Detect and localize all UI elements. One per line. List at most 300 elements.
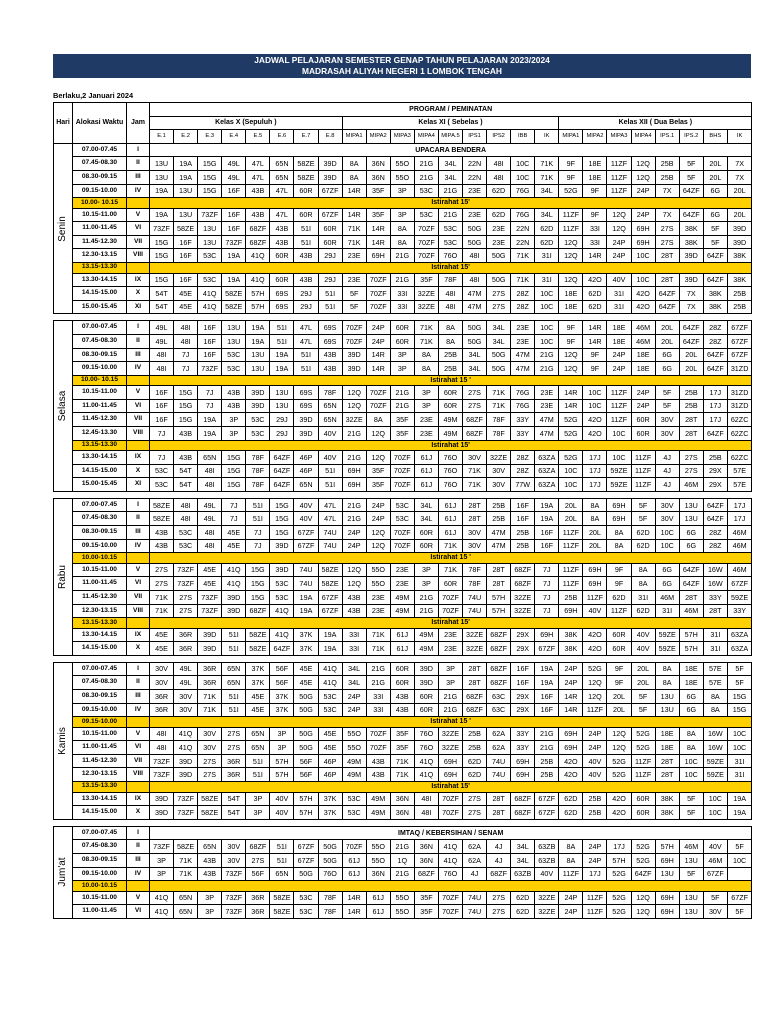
schedule-cell: 43B	[174, 426, 198, 440]
schedule-cell: 45E	[174, 287, 198, 301]
schedule-row	[54, 676, 752, 690]
schedule-cell: 24P	[631, 184, 655, 198]
schedule-cell: 32ZE	[535, 905, 559, 919]
schedule-cell: 21G	[390, 386, 414, 400]
schedule-cell: 39D	[318, 170, 342, 184]
schedule-cell: 51I	[318, 464, 342, 478]
schedule-cell: 9F	[607, 662, 631, 676]
schedule-cell: 67ZF	[727, 577, 751, 591]
schedule-cell: 69H	[511, 754, 535, 768]
schedule-cell: 78F	[487, 413, 511, 427]
schedule-cell: 49M	[366, 806, 390, 820]
schedule-row	[54, 826, 752, 840]
header-program: PROGRAM / PEMINATAN	[150, 103, 752, 117]
schedule-cell: 34L	[535, 208, 559, 222]
schedule-cell: 28Z	[703, 526, 727, 540]
schedule-cell: 74U	[487, 754, 511, 768]
schedule-cell: 53C	[414, 208, 438, 222]
schedule-cell: 52G	[559, 451, 583, 465]
schedule-cell: 53C	[270, 590, 294, 604]
schedule-row	[54, 553, 752, 564]
schedule-cell: 25B	[655, 170, 679, 184]
schedule-cell: 7J	[198, 399, 222, 413]
schedule-cell: 39D	[270, 563, 294, 577]
schedule-cell: 5F	[631, 512, 655, 526]
jam-number: X	[127, 287, 150, 301]
day-cell	[54, 662, 73, 819]
schedule-cell: 11ZF	[631, 768, 655, 782]
schedule-cell: 19A	[174, 157, 198, 171]
schedule-cell: 74U	[294, 563, 318, 577]
schedule-cell: 7J	[174, 348, 198, 362]
schedule-cell: 8A	[631, 563, 655, 577]
schedule-cell: 69H	[655, 905, 679, 919]
jam-number: VI	[127, 577, 150, 591]
schedule-cell: 73ZF	[222, 235, 246, 249]
schedule-cell: 39D	[150, 792, 174, 806]
schedule-cell: 20L	[583, 539, 607, 553]
schedule-cell: 30V	[198, 741, 222, 755]
schedule-cell: 12Q	[559, 362, 583, 376]
schedule-cell: 35F	[366, 478, 390, 492]
schedule-cell: 58ZE	[246, 628, 270, 642]
schedule-cell: 30V	[150, 662, 174, 676]
schedule-cell: 68ZF	[511, 806, 535, 820]
schedule-cell: 51I	[246, 754, 270, 768]
schedule-cell: 5F	[727, 676, 751, 690]
schedule-cell: 61J	[366, 891, 390, 905]
schedule-cell: 67ZF	[294, 840, 318, 854]
time-slot: 07.45-08.30	[73, 512, 127, 526]
schedule-cell: 64ZF	[679, 184, 703, 198]
schedule-cell: 70ZF	[438, 604, 462, 618]
schedule-cell: 52G	[607, 905, 631, 919]
schedule-row	[54, 222, 752, 236]
schedule-cell: 67ZF	[318, 604, 342, 618]
schedule-cell: 60R	[414, 689, 438, 703]
jam-number: II	[127, 512, 150, 526]
schedule-cell: 16F	[198, 334, 222, 348]
schedule-cell: 38K	[727, 273, 751, 287]
schedule-cell: 45E	[198, 577, 222, 591]
schedule-cell: 64ZF	[270, 464, 294, 478]
schedule-cell: 3P	[270, 727, 294, 741]
schedule-cell: 64ZF	[679, 577, 703, 591]
schedule-cell: 29X	[703, 478, 727, 492]
schedule-cell: 49M	[438, 413, 462, 427]
schedule-cell: 23E	[366, 604, 390, 618]
schedule-cell: 73ZF	[222, 867, 246, 881]
day-name: Kamis	[57, 726, 68, 755]
schedule-cell: 51I	[246, 512, 270, 526]
schedule-cell: 57H	[294, 792, 318, 806]
schedule-cell: 5F	[727, 840, 751, 854]
schedule-row	[54, 662, 752, 676]
schedule-cell: 53C	[222, 362, 246, 376]
schedule-cell: 28Z	[703, 539, 727, 553]
schedule-cell: 11ZF	[559, 563, 583, 577]
schedule-cell: 78F	[246, 464, 270, 478]
schedule-cell: 68ZF	[487, 676, 511, 690]
schedule-cell: 13U	[174, 184, 198, 198]
schedule-cell: 10C	[727, 741, 751, 755]
schedule-cell: 15G	[150, 273, 174, 287]
schedule-row	[54, 792, 752, 806]
schedule-cell: 53C	[342, 806, 366, 820]
time-slot: 15.00-15.45	[73, 478, 127, 492]
schedule-cell: 16F	[511, 676, 535, 690]
schedule-cell: 40V	[631, 628, 655, 642]
schedule-cell: 32ZE	[511, 590, 535, 604]
schedule-cell: 32ZE	[535, 891, 559, 905]
schedule-cell: 48I	[174, 334, 198, 348]
schedule-cell: 12Q	[366, 526, 390, 540]
time-slot: 11.45-12.30	[73, 235, 127, 249]
time-slot: 07.45-08.30	[73, 334, 127, 348]
schedule-cell: 15G	[727, 689, 751, 703]
schedule-cell: 30V	[655, 498, 679, 512]
schedule-row	[54, 741, 752, 755]
schedule-cell: 39D	[150, 806, 174, 820]
schedule-cell: 10C	[727, 853, 751, 867]
schedule-cell: 1Q	[390, 853, 414, 867]
schedule-cell: 25B	[463, 741, 487, 755]
schedule-cell: 60R	[438, 386, 462, 400]
schedule-cell: 19A	[174, 170, 198, 184]
schedule-cell: 32ZE	[463, 642, 487, 656]
schedule-cell: 5F	[655, 399, 679, 413]
schedule-cell: 47M	[535, 426, 559, 440]
schedule-cell: 45E	[246, 689, 270, 703]
schedule-row	[54, 590, 752, 604]
day-name: Selasa	[57, 390, 68, 422]
schedule-cell: 57H	[270, 754, 294, 768]
schedule-cell: 4J	[487, 853, 511, 867]
schedule-cell: 63ZB	[535, 840, 559, 854]
schedule-cell: 23E	[366, 590, 390, 604]
schedule-cell: 49L	[198, 498, 222, 512]
schedule-cell: 62D	[487, 184, 511, 198]
schedule-row	[54, 526, 752, 540]
schedule-cell: 41Q	[222, 563, 246, 577]
jam-number: V	[127, 208, 150, 222]
schedule-cell: 10C	[535, 321, 559, 335]
schedule-cell: 14R	[342, 184, 366, 198]
schedule-cell: 43B	[174, 451, 198, 465]
jam-number: VIII	[127, 249, 150, 263]
schedule-cell: 59ZE	[607, 478, 631, 492]
schedule-cell: 64ZF	[679, 321, 703, 335]
schedule-row	[54, 782, 752, 793]
header-kelas-x: Kelas X (Sepuluh )	[150, 116, 343, 130]
schedule-cell: 16F	[150, 386, 174, 400]
time-slot: 07.45-08.30	[73, 157, 127, 171]
schedule-cell: 31ZD	[727, 362, 751, 376]
schedule-cell: 55O	[366, 563, 390, 577]
schedule-cell: 43B	[366, 754, 390, 768]
schedule-cell: 48I	[198, 539, 222, 553]
schedule-cell: 22N	[511, 235, 535, 249]
schedule-cell: 68ZF	[487, 662, 511, 676]
schedule-cell: 14R	[342, 891, 366, 905]
schedule-cell: 49L	[174, 676, 198, 690]
schedule-cell: 45E	[222, 526, 246, 540]
schedule-cell: 21G	[535, 362, 559, 376]
schedule-cell: 36R	[174, 628, 198, 642]
jam-number: VIII	[127, 604, 150, 618]
schedule-cell: 28Z	[511, 287, 535, 301]
schedule-cell: 39D	[727, 222, 751, 236]
schedule-cell: 57E	[727, 464, 751, 478]
schedule-cell: 6G	[679, 539, 703, 553]
break-label	[150, 881, 752, 892]
schedule-cell: 71K	[342, 235, 366, 249]
schedule-cell: 41Q	[318, 676, 342, 690]
schedule-cell: 13U	[246, 348, 270, 362]
schedule-cell: 76O	[438, 867, 462, 881]
schedule-cell: 43B	[270, 235, 294, 249]
schedule-cell: 70ZF	[366, 399, 390, 413]
schedule-cell: 40V	[294, 498, 318, 512]
time-slot: 12.30-13.15	[73, 768, 127, 782]
schedule-cell: 24P	[607, 249, 631, 263]
schedule-cell: 3P	[390, 362, 414, 376]
schedule-cell: 23E	[487, 235, 511, 249]
schedule-cell: 11ZF	[607, 157, 631, 171]
break-label: Istirahat 15'	[150, 618, 752, 629]
schedule-cell: 20L	[607, 703, 631, 717]
effective-date: Berlaku,2 Januari 2024	[53, 91, 134, 100]
schedule-cell: 18E	[631, 348, 655, 362]
time-slot: 13.30-14.15	[73, 792, 127, 806]
schedule-cell: 7J	[535, 604, 559, 618]
schedule-cell: 30V	[222, 840, 246, 854]
schedule-row	[54, 348, 752, 362]
schedule-cell: 35F	[414, 905, 438, 919]
schedule-cell: 69H	[631, 222, 655, 236]
schedule-cell: 21G	[342, 426, 366, 440]
schedule-cell: 41Q	[150, 905, 174, 919]
schedule-cell: 19A	[535, 662, 559, 676]
schedule-row	[54, 170, 752, 184]
schedule-cell: 73ZF	[174, 563, 198, 577]
schedule-cell: 19A	[294, 590, 318, 604]
schedule-cell: 24P	[631, 208, 655, 222]
schedule-cell: 67ZF	[318, 184, 342, 198]
time-slot: 09.15-10.00	[73, 539, 127, 553]
schedule-cell: 36R	[246, 905, 270, 919]
schedule-cell: 43B	[366, 768, 390, 782]
schedule-cell: 70ZF	[366, 741, 390, 755]
schedule-cell: 23E	[487, 222, 511, 236]
time-slot: 13.30-14.15	[73, 628, 127, 642]
schedule-cell: 37K	[270, 689, 294, 703]
schedule-cell: 65N	[198, 451, 222, 465]
schedule-cell: 10C	[631, 249, 655, 263]
time-slot: 13.30-14.15	[73, 273, 127, 287]
schedule-cell: 13U	[198, 222, 222, 236]
schedule-cell: 19A	[150, 184, 174, 198]
schedule-cell: 16F	[511, 512, 535, 526]
schedule-cell: 10C	[511, 157, 535, 171]
column-header: MIPA.5	[438, 130, 462, 144]
schedule-cell: 34L	[463, 348, 487, 362]
schedule-cell: 51I	[222, 703, 246, 717]
schedule-row	[54, 754, 752, 768]
schedule-cell: 13U	[174, 208, 198, 222]
schedule-cell: 14R	[342, 208, 366, 222]
schedule-cell: 15G	[727, 703, 751, 717]
schedule-cell: 70ZF	[414, 249, 438, 263]
schedule-cell: 32ZE	[511, 604, 535, 618]
schedule-cell: 60R	[631, 792, 655, 806]
schedule-cell: 39D	[198, 628, 222, 642]
schedule-cell: 62D	[631, 526, 655, 540]
schedule-cell: 51I	[246, 768, 270, 782]
column-header: E.7	[294, 130, 318, 144]
schedule-cell: 24P	[342, 689, 366, 703]
schedule-cell: 63ZA	[535, 478, 559, 492]
schedule-cell: 7X	[655, 184, 679, 198]
schedule-cell: 3P	[270, 741, 294, 755]
schedule-cell: 71K	[535, 157, 559, 171]
time-slot: 07.00-07.45	[73, 498, 127, 512]
time-slot: 11.00-11.45	[73, 399, 127, 413]
schedule-cell: 36R	[246, 891, 270, 905]
schedule-cell: 20L	[583, 526, 607, 540]
schedule-cell: 24P	[342, 539, 366, 553]
schedule-cell: 65N	[318, 399, 342, 413]
schedule-cell: 6G	[679, 703, 703, 717]
schedule-cell: 23E	[414, 426, 438, 440]
schedule-cell: 49M	[366, 792, 390, 806]
schedule-cell: 9F	[583, 362, 607, 376]
schedule-cell: 47M	[463, 287, 487, 301]
schedule-cell: 25B	[727, 287, 751, 301]
schedule-cell: 62D	[607, 590, 631, 604]
schedule-cell: 52G	[559, 184, 583, 198]
schedule-cell: 13U	[679, 512, 703, 526]
activity-label: IMTAQ / KEBERSIHAN / SENAM	[150, 826, 752, 840]
schedule-cell: 12Q	[607, 741, 631, 755]
schedule-cell: 58ZE	[174, 222, 198, 236]
schedule-cell: 3P	[390, 184, 414, 198]
schedule-row	[54, 577, 752, 591]
schedule-cell: 76G	[511, 184, 535, 198]
schedule-cell: 32ZE	[438, 741, 462, 755]
schedule-cell: 74U	[463, 891, 487, 905]
schedule-cell: 37K	[270, 703, 294, 717]
jam-number	[127, 618, 150, 629]
jam-number	[127, 782, 150, 793]
schedule-cell: 16F	[198, 348, 222, 362]
column-header: MIPA2	[583, 130, 607, 144]
schedule-cell: 18E	[679, 676, 703, 690]
schedule-cell: 45E	[150, 628, 174, 642]
schedule-cell: 15G	[246, 590, 270, 604]
jam-number: VI	[127, 222, 150, 236]
schedule-cell: 7J	[222, 512, 246, 526]
schedule-cell: 11ZF	[607, 184, 631, 198]
jam-number	[127, 881, 150, 892]
schedule-cell: 51I	[270, 321, 294, 335]
column-header: MIPA1	[559, 130, 583, 144]
schedule-cell: 61J	[390, 642, 414, 656]
schedule-cell: 35F	[390, 426, 414, 440]
schedule-cell: 58ZE	[222, 287, 246, 301]
schedule-cell: 10C	[679, 754, 703, 768]
time-slot: 08.30-09.15	[73, 689, 127, 703]
schedule-cell: 42O	[583, 642, 607, 656]
schedule-cell: 53C	[438, 235, 462, 249]
schedule-cell: 29X	[511, 703, 535, 717]
schedule-cell: 34L	[511, 853, 535, 867]
schedule-cell: 12Q	[583, 676, 607, 690]
schedule-cell: 16F	[174, 273, 198, 287]
schedule-cell: 3P	[390, 208, 414, 222]
schedule-cell: 45E	[174, 300, 198, 314]
schedule-cell: 36R	[174, 642, 198, 656]
schedule-cell: 11ZF	[583, 905, 607, 919]
schedule-cell: 49L	[198, 512, 222, 526]
schedule-cell: 24P	[631, 399, 655, 413]
schedule-cell: 71K	[511, 249, 535, 263]
schedule-cell: 5F	[655, 386, 679, 400]
schedule-cell: 62D	[631, 604, 655, 618]
schedule-cell: 71K	[390, 768, 414, 782]
schedule-cell: 21G	[390, 273, 414, 287]
time-slot: 11.45-12.30	[73, 413, 127, 427]
schedule-cell: 5F	[703, 891, 727, 905]
jam-number: II	[127, 840, 150, 854]
schedule-cell: 10C	[655, 539, 679, 553]
schedule-cell: 41Q	[198, 287, 222, 301]
schedule-cell: 48I	[174, 512, 198, 526]
schedule-cell: 30V	[703, 905, 727, 919]
jam-number: VIII	[127, 768, 150, 782]
schedule-cell: 51I	[270, 840, 294, 854]
activity-label: UPACARA BENDERA	[150, 143, 752, 157]
schedule-cell: 43B	[246, 184, 270, 198]
schedule-cell: 60R	[414, 526, 438, 540]
schedule-cell: 22N	[511, 222, 535, 236]
schedule-cell: 47L	[270, 208, 294, 222]
schedule-cell: 13U	[655, 703, 679, 717]
schedule-cell: 21G	[414, 604, 438, 618]
day-separator	[54, 819, 752, 826]
jam-number	[127, 198, 150, 209]
schedule-cell: 7J	[535, 563, 559, 577]
schedule-cell: 23E	[535, 386, 559, 400]
schedule-cell: 27S	[463, 792, 487, 806]
schedule-cell: 19A	[270, 362, 294, 376]
schedule-cell: 46M	[703, 853, 727, 867]
time-slot: 10.15-11.00	[73, 563, 127, 577]
jam-number: I	[127, 321, 150, 335]
schedule-cell: 35F	[414, 273, 438, 287]
schedule-cell: 59ZE	[727, 590, 751, 604]
schedule-cell: 10C	[607, 426, 631, 440]
schedule-cell: 68ZF	[487, 867, 511, 881]
schedule-cell: 64ZF	[631, 867, 655, 881]
schedule-cell: 23E	[342, 273, 366, 287]
time-slot: 10.15-11.00	[73, 208, 127, 222]
schedule-cell: 41Q	[270, 628, 294, 642]
schedule-cell: 9F	[607, 563, 631, 577]
schedule-cell: 27S	[198, 754, 222, 768]
schedule-cell: 27S	[487, 300, 511, 314]
time-slot: 11.45-12.30	[73, 590, 127, 604]
